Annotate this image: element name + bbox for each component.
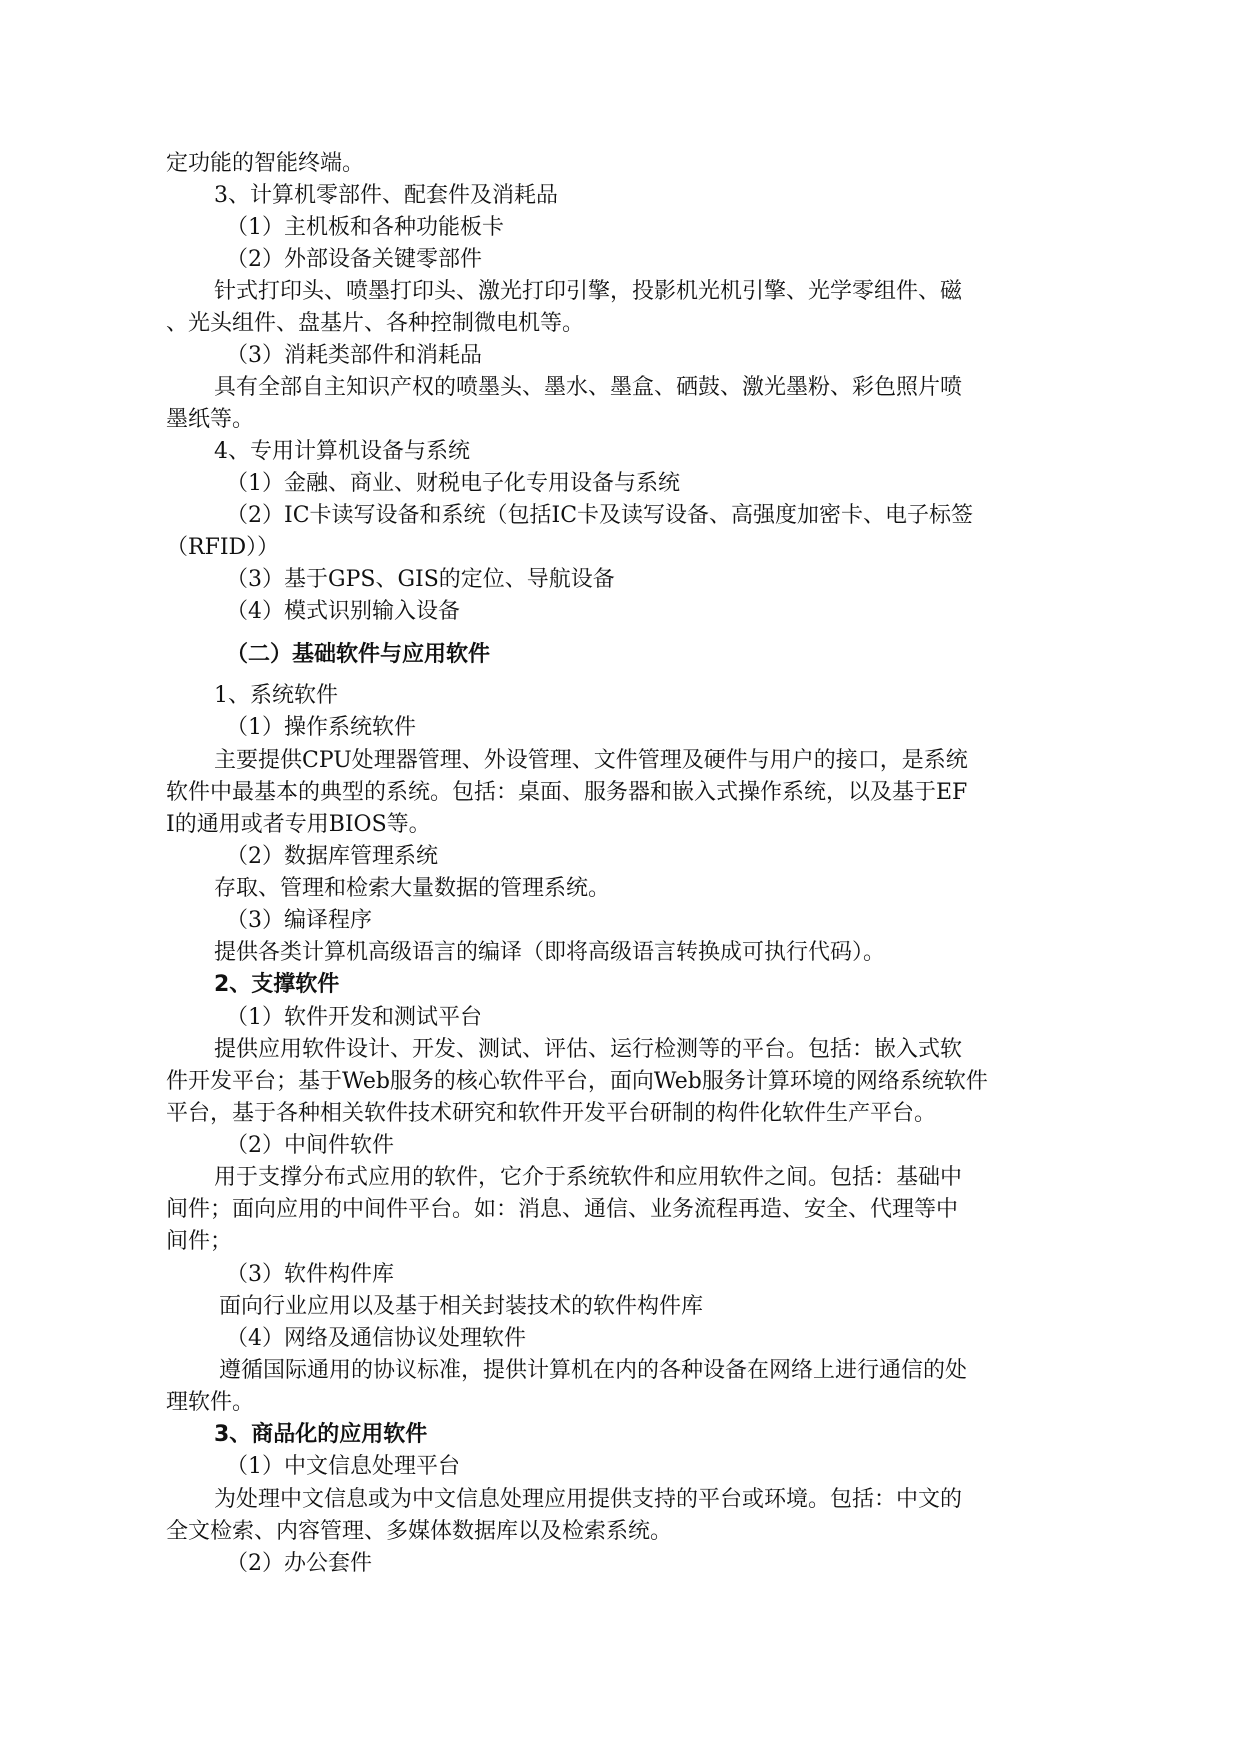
body-text-line: 定功能的智能终端。	[166, 151, 365, 176]
subsection-heading: （3）编译程序	[226, 908, 372, 933]
body-text-line: 提供各类计算机高级语言的编译（即将高级语言转换成可执行代码）。	[214, 940, 886, 965]
subsection-heading: （1）中文信息处理平台	[226, 1454, 460, 1479]
subsection-heading: （4）模式识别输入设备	[226, 599, 460, 624]
body-text-line: 墨纸等。	[166, 407, 255, 432]
subsection-heading: （2）外部设备关键零部件	[226, 247, 482, 272]
body-text-line: （RFID））	[166, 535, 280, 560]
body-text-line: 主要提供CPU处理器管理、外设管理、文件管理及硬件与用户的接口，是系统	[214, 748, 968, 773]
body-text-line: 平台，基于各种相关软件技术研究和软件开发平台研制的构件化软件生产平台。	[166, 1101, 937, 1126]
subsection-heading: （3）软件构件库	[226, 1262, 394, 1287]
body-text-line: 为处理中文信息或为中文信息处理应用提供支持的平台或环境。包括：中文的	[214, 1487, 963, 1512]
subsection-heading: （3）消耗类部件和消耗品	[226, 343, 482, 368]
section-heading: 3、商品化的应用软件	[214, 1422, 428, 1447]
subsection-heading: （1）软件开发和测试平台	[226, 1005, 482, 1030]
body-text-line: 用于支撑分布式应用的软件，它介于系统软件和应用软件之间。包括：基础中	[214, 1165, 963, 1190]
body-text-line: 、光头组件、盘基片、各种控制微电机等。	[166, 311, 585, 336]
section-heading: 4、专用计算机设备与系统	[214, 439, 470, 464]
subsection-heading: （2）数据库管理系统	[226, 844, 438, 869]
body-text-line: 间件；面向应用的中间件平台。如：消息、通信、业务流程再造、安全、代理等中	[166, 1197, 959, 1222]
section-heading: 1、系统软件	[214, 683, 338, 708]
body-text-line: 全文检索、内容管理、多媒体数据库以及检索系统。	[166, 1519, 673, 1544]
chapter-heading: （二）基础软件与应用软件	[226, 642, 491, 667]
body-text-line: 遵循国际通用的协议标准，提供计算机在内的各种设备在网络上进行通信的处	[219, 1358, 968, 1383]
body-text-line: I的通用或者专用BIOS等。	[166, 812, 431, 837]
body-text-line: 针式打印头、喷墨打印头、激光打印引擎，投影机光机引擎、光学零组件、磁	[214, 279, 963, 304]
body-text-line: 存取、管理和检索大量数据的管理系统。	[214, 876, 611, 901]
body-text-line: 提供应用软件设计、开发、测试、评估、运行检测等的平台。包括：嵌入式软	[214, 1037, 963, 1062]
body-text-line: 件开发平台；基于Web服务的核心软件平台，面向Web服务计算环境的网络系统软件	[166, 1069, 988, 1094]
body-text-line: 间件；	[166, 1229, 233, 1254]
body-text-line: 具有全部自主知识产权的喷墨头、墨水、墨盒、硒鼓、激光墨粉、彩色照片喷	[214, 375, 963, 400]
body-text-line: 面向行业应用以及基于相关封装技术的软件构件库	[219, 1294, 704, 1319]
subsection-heading: （2）办公套件	[226, 1551, 372, 1576]
section-heading: 2、支撑软件	[214, 972, 340, 997]
subsection-heading: （1）金融、商业、财税电子化专用设备与系统	[226, 471, 680, 496]
subsection-heading: （3）基于GPS、GIS的定位、导航设备	[226, 567, 615, 592]
subsection-heading: （2）中间件软件	[226, 1133, 394, 1158]
subsection-heading: （4）网络及通信协议处理软件	[226, 1326, 526, 1351]
subsection-heading: （1）主机板和各种功能板卡	[226, 215, 504, 240]
subsection-heading: （2）IC卡读写设备和系统（包括IC卡及读写设备、高强度加密卡、电子标签	[226, 503, 974, 528]
section-heading: 3、计算机零部件、配套件及消耗品	[214, 183, 558, 208]
body-text-line: 软件中最基本的典型的系统。包括：桌面、服务器和嵌入式操作系统，以及基于EF	[166, 780, 968, 805]
body-text-line: 理软件。	[166, 1390, 255, 1415]
subsection-heading: （1）操作系统软件	[226, 715, 416, 740]
